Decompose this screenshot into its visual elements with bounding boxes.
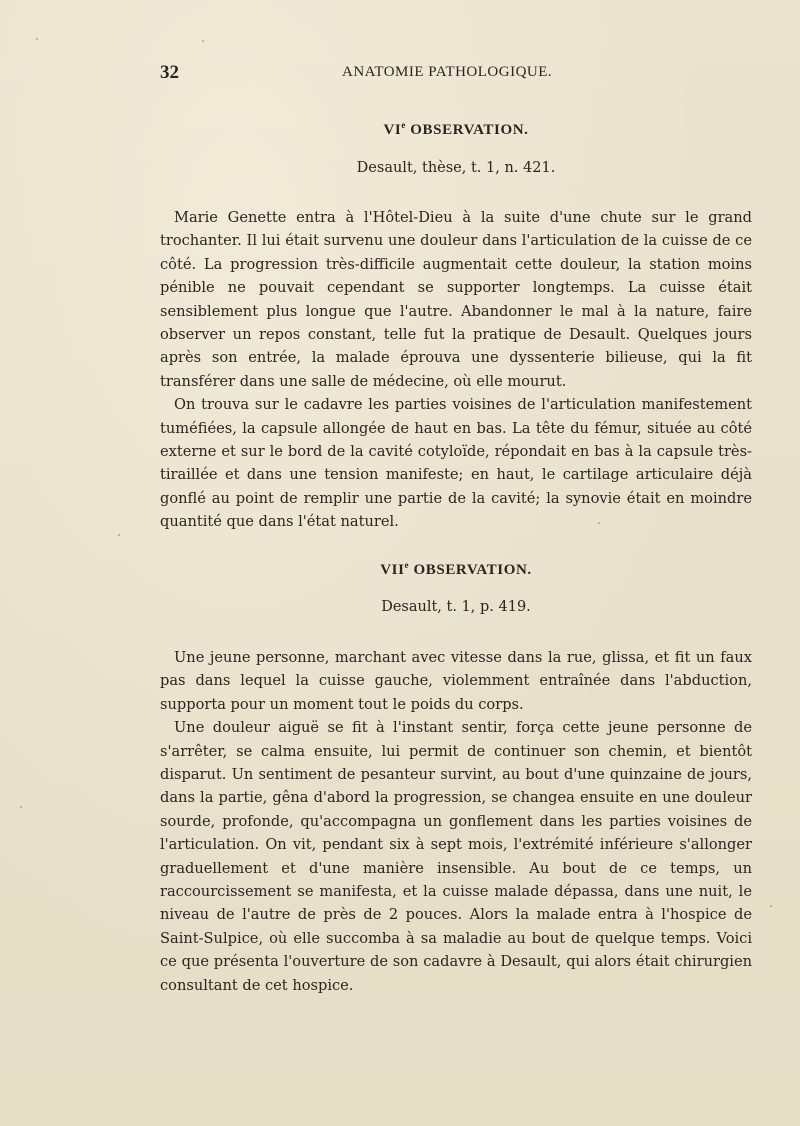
observation-6-title-text: OBSERVATION. bbox=[405, 122, 529, 138]
observation-6-body bbox=[160, 206, 752, 534]
observation-6-paragraph-1: Marie Genette entra à l'Hôtel-Dieu à la suite d'une chute sur le grand trochanter. Il lui était survenu une douleur dans l'articulation de la cuisse de ce côté. La progression très-difficile augmentait cette douleur, la station moins pénible ne pouvait cependant se supporter longtemps. La cuisse était sensiblement plus longue que l'autre. Abandonner le mal à la nature, faire observer un repos constant, telle fut la pratique de Desault. Quelques jours après son entrée, la malade éprouva une dyssenterie bilieuse, qui la fit transférer dans une salle de médecine, où elle mourut. bbox=[160, 209, 752, 390]
observation-6-paragraph-2: On trouva sur le cadavre les parties voisines de l'articulation manifestement tuméfiées, la capsule allongée de haut en bas. La tête du fémur, située au côté externe et sur le bord de la cavité cotyloïde, répondait en bas à la capsule très-tiraillée et dans une tension manifeste; en haut, le cartilage articulaire déjà gonflé au point de remplir une partie de la cavité; la synovie était en moindre quantité que dans l'état naturel. bbox=[160, 396, 752, 531]
observation-7-title bbox=[160, 560, 752, 579]
running-title: ANATOMIE PATHOLOGIQUE. bbox=[342, 64, 553, 80]
observation-6-source: Desault, thèse, t. 1, n. 421. bbox=[356, 160, 556, 176]
page-number: 32 bbox=[160, 62, 179, 83]
running-head bbox=[160, 62, 750, 86]
observation-7-source: Desault, t. 1, p. 419. bbox=[381, 599, 531, 615]
observation-7-paragraph-2: Une douleur aiguë se fit à l'instant sentir, força cette jeune personne de s'arrêter, se calma ensuite, lui permit de continuer son chemin, et bientôt disparut. Un sentiment de pesanteur survint, au bout d'une quinzaine de jours, dans la partie, gêna d'abord la progression, se changea ensuite en une douleur sourde, profonde, qu'accompagna un gonflement dans les parties voisines de l'articulation. On vit, pendant six à sept mois, l'extrémité inférieure s'allonger graduellement et d'une manière insensible. Au bout de ce temps, un raccourcissement se manifesta, et la cuisse malade dépassa, dans une nuit, le niveau de l'autre de près de 2 pouces. Alors la malade entra à l'hospice de Saint-Sulpice, où elle succomba à sa maladie au bout de quelque temps. Voici ce que présenta l'ouverture de son cadavre à Desault, qui alors était chirurgien consultant de cet hospice. bbox=[160, 719, 752, 994]
observation-7-numeral: VII bbox=[380, 562, 405, 578]
observation-6-numeral: VI bbox=[383, 122, 402, 138]
observation-7-paragraph-1: Une jeune personne, marchant avec vitesse dans la rue, glissa, et fit un faux pas dans lequel la cuisse gauche, violemment entraînée dans l'abduction, supporta pour un moment tout le poids du corps. bbox=[160, 649, 752, 713]
observation-7-title-text: OBSERVATION. bbox=[409, 562, 532, 578]
observation-6-title bbox=[160, 120, 752, 139]
observation-7-superscript: e bbox=[404, 560, 410, 570]
observation-7-body bbox=[160, 646, 752, 997]
observation-6-superscript: e bbox=[401, 120, 406, 130]
